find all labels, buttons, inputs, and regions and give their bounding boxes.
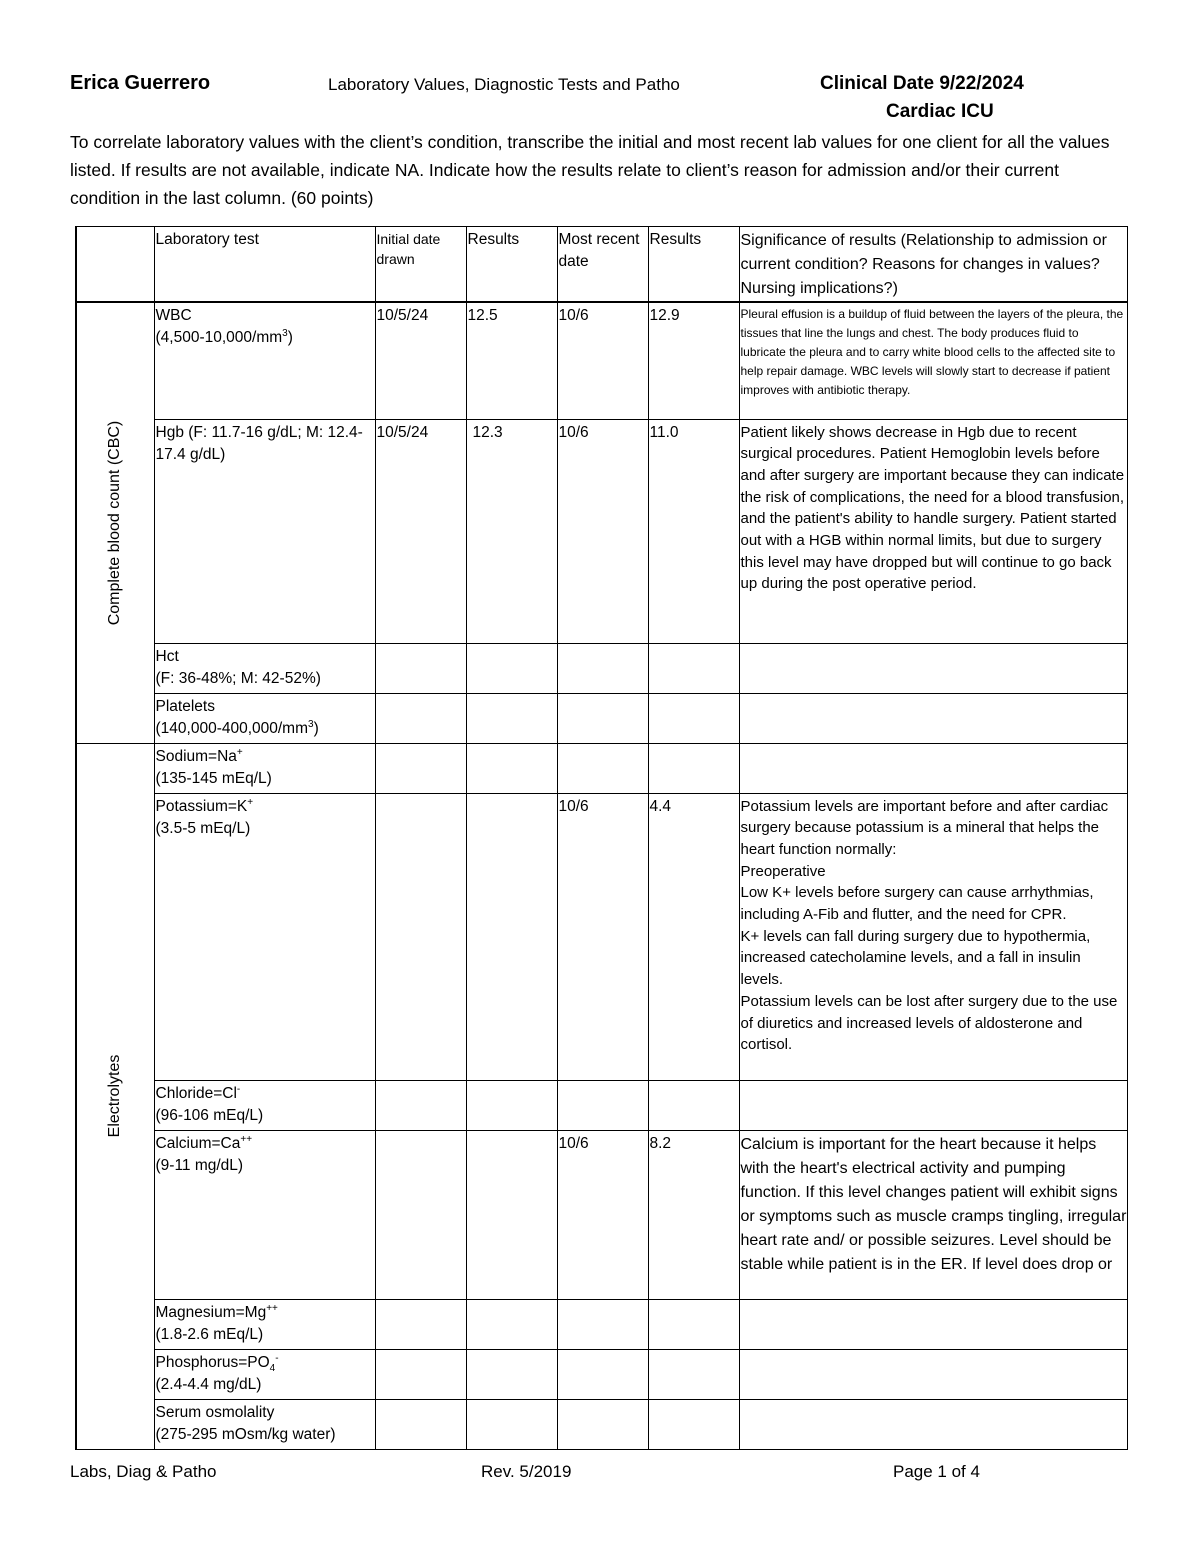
header-blank-cell <box>76 227 154 303</box>
initial-result <box>466 1349 557 1399</box>
significance-line: Low K+ levels before surgery can cause arrhythmias, including A-Fib and flutter, and the need for CPR. <box>740 884 1094 924</box>
footer-page-number: Page 1 of 4 <box>893 1462 980 1481</box>
significance-line: Potassium levels are important before and after cardiac surgery because potassium is a mineral that helps the heart function normally: <box>740 797 1109 858</box>
test-name: $Phosphorus=PO_4^-$ (2.4-4.4 mg/dL) <box>154 1349 375 1399</box>
table-row-wbc <box>76 302 1127 419</box>
initial-result <box>466 1399 557 1449</box>
initial-result: 12.3 <box>466 419 557 643</box>
section-cbc <box>76 302 154 743</box>
recent-date: 10/6 <box>557 793 648 1080</box>
section-electrolytes <box>76 743 154 1449</box>
significance-line: Potassium levels can be lost after surgery due to the use of diuretics and increased levels of aldosterone and cortisol. <box>740 992 1118 1054</box>
table-row-platelets <box>76 693 1127 743</box>
recent-result <box>648 1080 739 1130</box>
significance <box>739 793 1127 1080</box>
recent-result: 8.2 <box>648 1130 739 1299</box>
significance-line: Preoperative <box>740 862 826 880</box>
initial-result <box>466 643 557 693</box>
clinical-unit: Cardiac ICU <box>886 101 994 122</box>
instructions-paragraph: To correlate laboratory values with the client’s condition, transcribe the initial and most recent lab values for one client for all the values listed. If results are not available, indicate NA. Indicate how the results relate to client’s reason for admission and/or their current condition in the last column. (60 points) <box>70 132 1110 208</box>
recent-result <box>648 643 739 693</box>
test-name: Serum osmolality (275-295 mOsm/kg water) <box>154 1399 375 1449</box>
table-row-potassium <box>76 793 1127 1080</box>
col-header-recent-results: Results <box>648 227 739 303</box>
significance <box>739 1299 1127 1349</box>
table-header-row <box>76 227 1127 303</box>
student-name: Erica Guerrero <box>70 72 211 94</box>
recent-result <box>648 743 739 793</box>
recent-result: 12.9 <box>648 302 739 419</box>
document-title: Laboratory Values, Diagnostic Tests and Patho <box>328 75 680 94</box>
significance <box>739 1080 1127 1130</box>
col-header-initial-results: Results <box>466 227 557 303</box>
col-header-significance: Significance of results (Relationship to admission or current condition? Reasons for changes in values? Nursing implications?) <box>739 227 1127 303</box>
significance <box>739 643 1127 693</box>
initial-date <box>375 693 466 743</box>
test-name: Hgb (F: 11.7-16 g/dL; M: 12.4-17.4 g/dL) <box>154 419 375 643</box>
table-row-sodium <box>76 743 1127 793</box>
recent-date <box>557 1299 648 1349</box>
initial-date <box>375 793 466 1080</box>
recent-result: 11.0 <box>648 419 739 643</box>
recent-date: 10/6 <box>557 419 648 643</box>
recent-result <box>648 1299 739 1349</box>
significance: Patient likely shows decrease in Hgb due to recent surgical procedures. Patient Hemoglobin levels before and after surgery are important because they can indicate the risk of complications, the need for a blood transfusion, and the patient's ability to handle surgery. Patient started out with a HGB within normal limits, but due to surgery this level may have dropped but will continue to go back up during the post operative period. <box>739 419 1127 643</box>
table-row-hgb <box>76 419 1127 643</box>
test-name: Chloride=Cl- (96-106 mEq/L) <box>154 1080 375 1130</box>
table-row-hct <box>76 643 1127 693</box>
initial-result <box>466 1080 557 1130</box>
initial-date <box>375 1299 466 1349</box>
initial-date <box>375 743 466 793</box>
initial-date <box>375 1399 466 1449</box>
clinical-date: Clinical Date 9/22/2024 <box>820 73 1024 94</box>
test-name: Magnesium=Mg++ (1.8-2.6 mEq/L) <box>154 1299 375 1349</box>
initial-result <box>466 1130 557 1299</box>
initial-date <box>375 643 466 693</box>
initial-result <box>466 693 557 743</box>
section-label-cbc: Complete blood count (CBC) <box>106 420 124 626</box>
lab-values-table <box>75 226 1128 1450</box>
significance <box>739 743 1127 793</box>
initial-date: 10/5/24 <box>375 302 466 419</box>
recent-result <box>648 1399 739 1449</box>
recent-date <box>557 693 648 743</box>
col-header-test: Laboratory test <box>154 227 375 303</box>
test-name: Potassium=K+ (3.5-5 mEq/L) <box>154 793 375 1080</box>
initial-date: 10/5/24 <box>375 419 466 643</box>
table-row-magnesium <box>76 1299 1127 1349</box>
significance <box>739 693 1127 743</box>
recent-result <box>648 693 739 743</box>
significance <box>739 1399 1127 1449</box>
section-label-electrolytes: Electrolytes <box>106 1054 124 1138</box>
table-row-phosphorus <box>76 1349 1127 1399</box>
test-name: Hct (F: 36-48%; M: 42-52%) <box>154 643 375 693</box>
significance <box>739 1349 1127 1399</box>
col-header-recent-date: Most recent date <box>557 227 648 303</box>
recent-date <box>557 743 648 793</box>
test-name: Calcium=Ca++ (9-11 mg/dL) <box>154 1130 375 1299</box>
recent-date <box>557 1080 648 1130</box>
initial-date <box>375 1080 466 1130</box>
initial-result: 12.5 <box>466 302 557 419</box>
initial-date <box>375 1130 466 1299</box>
test-name: Sodium=Na+ (135-145 mEq/L) <box>154 743 375 793</box>
test-name: WBC $(4,500-10,000/mm^3)$ <box>154 302 375 419</box>
test-name: Platelets $(140,000-400,000/mm^3)$ <box>154 693 375 743</box>
recent-result <box>648 1349 739 1399</box>
initial-date <box>375 1349 466 1399</box>
table-row-calcium <box>76 1130 1127 1299</box>
col-header-initial-date: Initial date drawn <box>375 227 466 303</box>
footer-revision: Rev. 5/2019 <box>481 1462 572 1481</box>
recent-date <box>557 1349 648 1399</box>
initial-result <box>466 793 557 1080</box>
recent-date: 10/6 <box>557 302 648 419</box>
table-row-chloride <box>76 1080 1127 1130</box>
recent-date <box>557 643 648 693</box>
recent-date: 10/6 <box>557 1130 648 1299</box>
significance-line: K+ levels can fall during surgery due to hypothermia, increased catecholamine levels, and a fall in insulin levels. <box>740 927 1091 989</box>
initial-result <box>466 743 557 793</box>
recent-result: 4.4 <box>648 793 739 1080</box>
recent-date <box>557 1399 648 1449</box>
table-row-osmolality <box>76 1399 1127 1449</box>
significance: Pleural effusion is a buildup of fluid between the layers of the pleura, the tissues that line the lungs and chest. The body produces fluid to lubricate the pleura and to carry white blood cells to the affected site to help repair damage. WBC levels will slowly start to decrease if patient improves with antibiotic therapy. <box>739 302 1127 419</box>
initial-result <box>466 1299 557 1349</box>
footer-course: Labs, Diag & Patho <box>70 1462 217 1481</box>
significance: Calcium is important for the heart because it helps with the heart's electrical activity and pumping function. If this level changes patient will exhibit signs or symptoms such as muscle cramps tingling, irregular heart rate and/ or possible seizures. Level should be stable while patient is in the ER. If level does drop or <box>739 1130 1127 1299</box>
